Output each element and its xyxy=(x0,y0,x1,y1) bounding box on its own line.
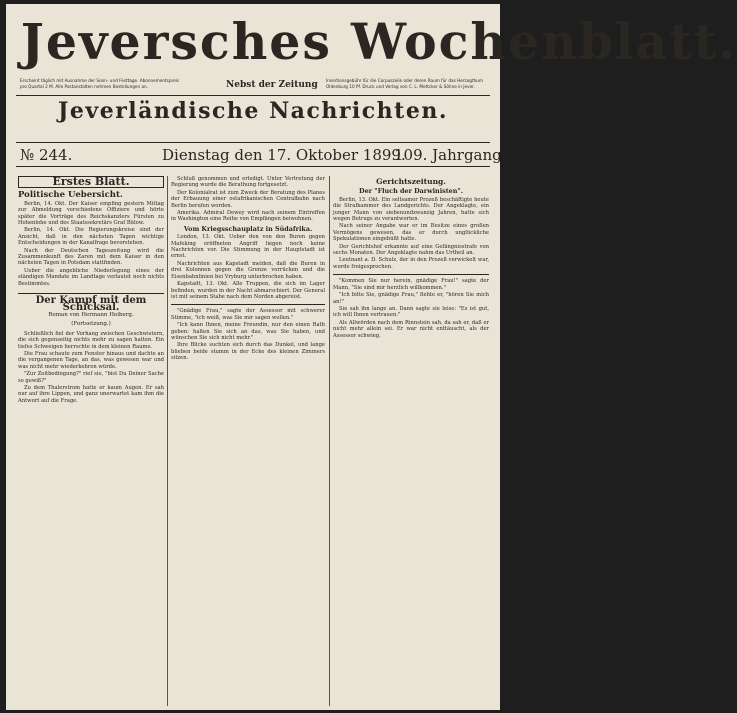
column-divider-1 xyxy=(167,176,168,706)
volume: 109. Jahrgang. xyxy=(394,146,507,164)
rule-under-dateline xyxy=(16,166,490,167)
rule-top xyxy=(16,95,490,96)
war-heading: Vom Kriegsschauplatz in Südafrika. xyxy=(183,224,313,233)
column-1 xyxy=(18,176,164,706)
war-paragraph: London, 13. Okt. Ueber den von den Buren gegen Mafeking eröffneten Angriff liegen noch keine Nachrichten vor. Die Stimmung in der Hauptstadt ist ernst. xyxy=(171,234,325,260)
court-case-title: Der "Fluch der Darwinisten". xyxy=(359,187,463,196)
story-paragraph: Ihre Blicke suchten sich durch das Dunkel, und lange blieben beide stumm in der Ecke des kleinen Zimmers sitzen. xyxy=(171,342,325,362)
column-3 xyxy=(333,176,489,706)
serial-author: Roman von Hermann Heiberg. xyxy=(48,311,134,318)
article-paragraph: Schluß genommen und erledigt. Unter Vertretung der Regierung wurde die Berathung fortgesetzt. xyxy=(171,176,325,189)
insertion-notice: Insertionsgebühr für die Corpuszeile oder deren Raum für das Herzogthum Oldenburg 10 Pf. Druck und Verlag von C. L. Mettcker & Söhne in Jever. xyxy=(326,78,483,89)
column-divider-2 xyxy=(329,176,330,706)
serial-title: Der Kampf mit dem Schicksal. xyxy=(18,293,164,311)
story-paragraph: "Kommen Sie nur herein, gnädige Frau!" sagte der Mann, "Sie sind mir herzlich willkommen." xyxy=(333,278,489,291)
issue-number: № 244. xyxy=(20,146,73,164)
newspaper-page xyxy=(6,4,737,710)
court-news-heading: Gerichtszeitung. xyxy=(376,177,446,186)
story-paragraph: "Ich kann Ihnen, meine Freundin, nur den einen Rath geben: halten Sie sich an das, was Sie haben, und wünschen Sie sich nicht mehr." xyxy=(171,322,325,341)
story-paragraph: "Ich bitte Sie, gnädige Frau," flehte er, "hören Sie mich an!" xyxy=(333,292,489,305)
article-paragraph: Berlin, 13. Okt. Ein seltsamer Prozeß beschäftigte heute die Strafkammer des Landgerichts. Der Angeklagte, ein junger Mann von siebenundzwanzig Jahren, hatte sich wegen Betrugs zu verantworten. xyxy=(333,196,489,223)
article-paragraph: Der Kolonialrat ist zum Zweck der Beratung des Planes der Erbauung einer ostafrikanischen Centralbahn nach Berlin berufen worden. xyxy=(171,189,325,209)
article-paragraph: Berlin, 14. Okt. Der Kaiser empfing gestern Mittag zur Abmeldung verschiedene Offiziere und hörte später die Vorträge des Reichskanzlers Fürsten zu Hohenlohe und des Staatssekretärs Graf Bülow. xyxy=(18,200,164,227)
supplement-note: Nebst der Zeitung xyxy=(226,80,318,90)
article-paragraph: Berlin, 14. Okt. Die Regierungskreise sind der Ansicht, daß in den nächsten Tagen wichtige Entscheidungen in der Kanalfrage bevorstehen. xyxy=(18,227,164,247)
story-paragraph: "Gnädige Frau," sagte der Assessor mit schwerer Stimme, "ich weiß, was Sie mir sagen wollen." xyxy=(171,308,325,321)
article-paragraph: Leutnant a. D. Schulz, der in den Prozeß verwickelt war, wurde freigesprochen. xyxy=(333,257,489,270)
newspaper-title: Jeversches Wochenblatt. xyxy=(20,12,737,71)
story-paragraph: Sie sah ihn lange an. Dann sagte sie leise: "Es ist gut, ich will Ihnen vertrauen." xyxy=(333,305,489,319)
issue-date: Dienstag den 17. Oktober 1899. xyxy=(162,146,406,164)
section-divider xyxy=(333,274,489,275)
serial-paragraph: Die Frau schaute zum Fenster hinaus und dachte an die vergangenen Tage, an das, was gewesen war und was nicht mehr wiederkehren würde. xyxy=(18,350,164,370)
section-heading: Politische Uebersicht. xyxy=(18,190,123,201)
war-paragraph: Nachrichten aus Kapstadt melden, daß die Buren in drei Kolonnen gegen die Grenze vorrücken und die Eisenbahnlinien bei Vryburg unterbrochen haben. xyxy=(171,260,325,280)
subscription-notice: Erscheint täglich mit Ausnahme der Sonn- und Festtage. Abonnementspreis pro Quartal 2 M. Alle Postanstalten nehmen Bestellungen an. xyxy=(20,78,180,89)
article-paragraph: Amerika. Admiral Dewey wird nach seinem Eintreffen in Washington eine Reihe von Empfängen beiwohnen. xyxy=(171,210,325,223)
supplement-title: Jeverländische Nachrichten. xyxy=(58,98,448,124)
article-paragraph: Ueber die angebliche Niederlegung eines der ständigen Mandate im Landtage verlautet noch nichts Bestimmtes. xyxy=(18,267,164,287)
section-box-erstes-blatt: Erstes Blatt. xyxy=(18,176,164,188)
article-paragraph: Der Gerichtshof erkannte auf eine Gefängnisstrafe von sechs Monaten. Der Angeklagte nahm das Urtheil an. xyxy=(333,243,489,257)
rule-mid xyxy=(16,142,490,143)
serial-paragraph: Schließlich fiel der Vorhang zwischen Geschwistern, die sich gegenseitig nichts mehr zu sagen hatten. Ein tiefes Schweigen herrschte in dem kleinen Raume. xyxy=(18,330,164,350)
article-paragraph: Nach der Deutschen Tageszeitung wird die Zusammenkunft des Zaren mit dem Kaiser in den nächsten Tagen in Potsdam stattfinden. xyxy=(18,247,164,267)
story-paragraph: Als Allwörden nach dem Rinnstein sah, da sah er, daß er nicht mehr allein sei. Er war nicht enttäuscht, als der Assessor schwieg. xyxy=(333,319,489,339)
serial-continuation: (Fortsetzung.) xyxy=(71,321,111,328)
war-paragraph: Kapstadt, 13. Okt. Alle Truppen, die sich im Lager befinden, wurden in der Nacht abmarschiert. Der General ist mit seinem Stabe nach dem Norden abgereist. xyxy=(171,281,325,300)
masthead xyxy=(16,6,737,94)
column-2 xyxy=(171,176,325,706)
article-paragraph: Nach seiner Angabe war er im Besitze eines großen Vermögens gewesen, das er durch unglückliche Spekulationen eingebüßt hatte. xyxy=(333,223,489,243)
section-divider xyxy=(171,304,325,305)
serial-paragraph: "Zur Zeitbedingung?" rief sie, "bist Du Deiner Sache so gewiß?" xyxy=(18,371,164,384)
serial-paragraph: Zu dem Thalerstrom hatte er kaum Augen. Er sah nur auf ihre Lippen, und ganz unerwartet kam ihm die Antwort auf die Frage. xyxy=(18,384,164,404)
